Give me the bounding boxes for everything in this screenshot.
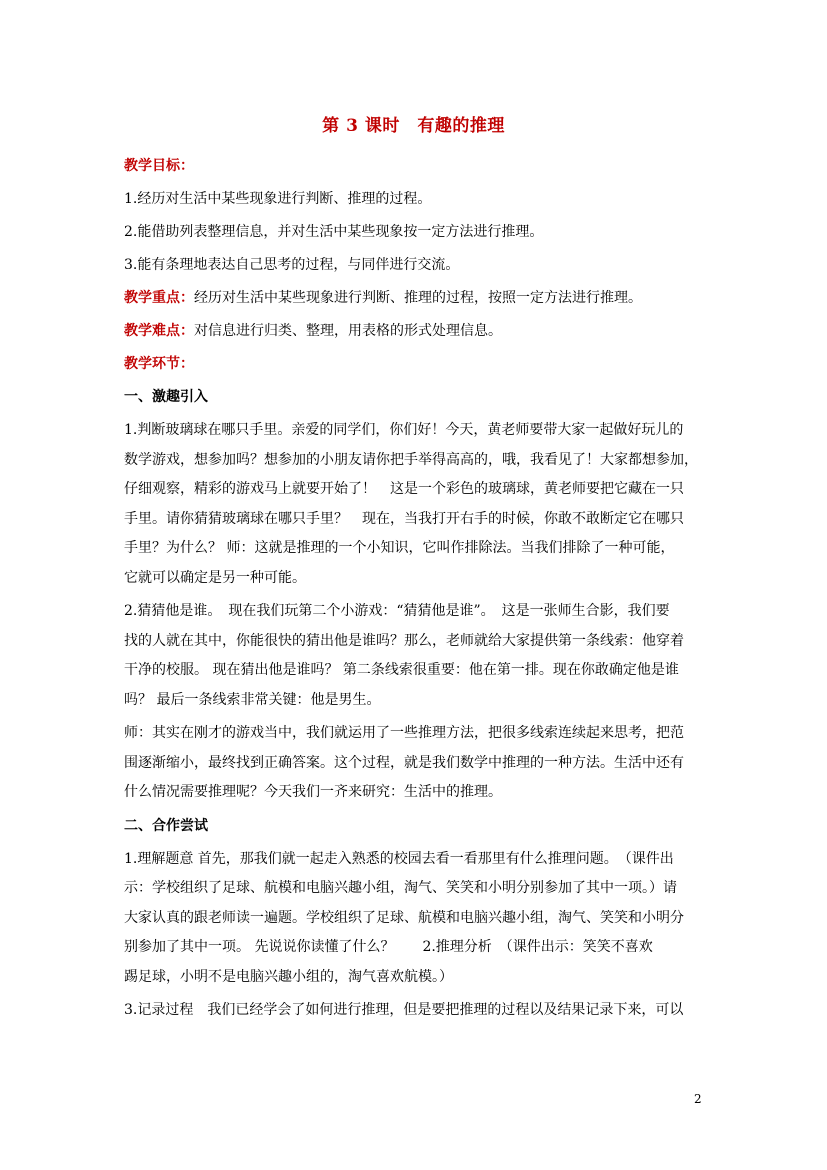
difficulty-point xyxy=(124,315,712,348)
section-heading-1: 一、激趣引入 xyxy=(124,389,208,405)
paragraph-line: 找的人就在其中，你能很快的猜出他是谁吗？那么，老师就给大家提供第一条线索：他穿着 xyxy=(124,632,684,649)
paragraph-line: 仔细观察，精彩的游戏马上就要开始了！ 这是一个彩色的玻璃球，黄老师要把它藏在一只 xyxy=(124,481,684,497)
paragraph-5 xyxy=(124,996,712,1026)
paragraph-line: 1.判断玻璃球在哪只手里。亲爱的同学们，你们好！今天，黄老师要带大家一起做好玩儿的 xyxy=(124,422,684,438)
lesson-content xyxy=(124,150,712,1026)
paragraph-line: 数学游戏，想参加吗？想参加的小朋友请你把手举得高高的，哦，我看见了！大家都想参加， xyxy=(124,451,698,468)
page-number: 2 xyxy=(694,1092,702,1106)
paragraph-line: 示：学校组织了足球、航模和电脑兴趣小组，淘气、笑笑和小明分别参加了其中一项。）请 xyxy=(124,880,677,896)
paragraph-line: 手里？为什么？ 师：这就是推理的一个小知识，它叫作排除法。当我们排除了一种可能， xyxy=(124,540,675,556)
paragraph-line: 踢足球，小明不是电脑兴趣小组的，淘气喜欢航模。） xyxy=(124,968,453,985)
paragraph-4 xyxy=(124,845,712,993)
paragraph-line: 围逐渐缩小，最终找到正确答案。这个过程，就是我们数学中推理的一种方法。生活中还有 xyxy=(124,754,684,771)
lesson-title: 第 3 课时 有趣的推理 xyxy=(322,116,505,136)
goal-item-1: 1.经历对生活中某些现象进行判断、推理的过程。 xyxy=(124,191,432,207)
section-heading-2: 二、合作尝试 xyxy=(124,817,208,834)
paragraph-line: 1.理解题意 首先，那我们就一起走入熟悉的校园去看一看那里有什么推理问题。 （课件出 xyxy=(124,850,674,867)
paragraph-line: 2.猜猜他是谁。 现在我们玩第二个小游戏：“猜猜他是谁”。 这是一张师生合影，我们要 xyxy=(124,603,670,619)
key-point xyxy=(124,282,712,315)
paragraph-line: 别参加了其中一项。 先说说你读懂了什么？ 2.推理分析 （课件出示：笑笑不喜欢 xyxy=(124,939,653,955)
goals-heading: 教学目标： xyxy=(124,158,194,174)
paragraph-line: 手里。请你猜猜玻璃球在哪只手里？ 现在，当我打开右手的时候，你敢不敢断定它在哪只 xyxy=(124,510,684,527)
goal-item-3: 3.能有条理地表达自己思考的过程，与同伴进行交流。 xyxy=(124,257,460,273)
paragraph-line: 吗？ 最后一条线索非常关键：他是男生。 xyxy=(124,691,381,708)
paragraph-line: 干净的校服。 现在猜出他是谁吗？ 第二条线索很重要：他在第一排。现在你敢确定他是谁 xyxy=(124,662,679,678)
goal-item-2: 2.能借助列表整理信息，并对生活中某些现象按一定方法进行推理。 xyxy=(124,224,544,240)
steps-heading: 教学环节： xyxy=(124,356,194,372)
paragraph-3 xyxy=(124,719,712,808)
paragraph-1 xyxy=(124,416,712,593)
key-point-text: 经历对生活中某些现象进行判断、推理的过程，按照一定方法进行推理。 xyxy=(194,290,642,306)
paragraph-2 xyxy=(124,597,712,715)
key-point-label: 教学重点： xyxy=(124,290,194,306)
paragraph-line: 大家认真的跟老师读一遍题。学校组织了足球、航模和电脑兴趣小组，淘气、笑笑和小明分 xyxy=(124,909,684,926)
paragraph-line: 什么情况需要推理呢？今天我们一齐来研究：生活中的推理。 xyxy=(124,784,502,800)
difficulty-text: 对信息进行归类、整理，用表格的形式处理信息。 xyxy=(194,323,502,339)
difficulty-label: 教学难点： xyxy=(124,323,194,339)
paragraph-line: 它就可以确定是另一种可能。 xyxy=(124,569,306,586)
paragraph-line: 3.记录过程 我们已经学会了如何进行推理，但是要把推理的过程以及结果记录下来，可以 xyxy=(124,1002,684,1018)
paragraph-line: 师：其实在刚才的游戏当中，我们就运用了一些推理方法，把很多线索连续起来思考，把范 xyxy=(124,725,684,741)
